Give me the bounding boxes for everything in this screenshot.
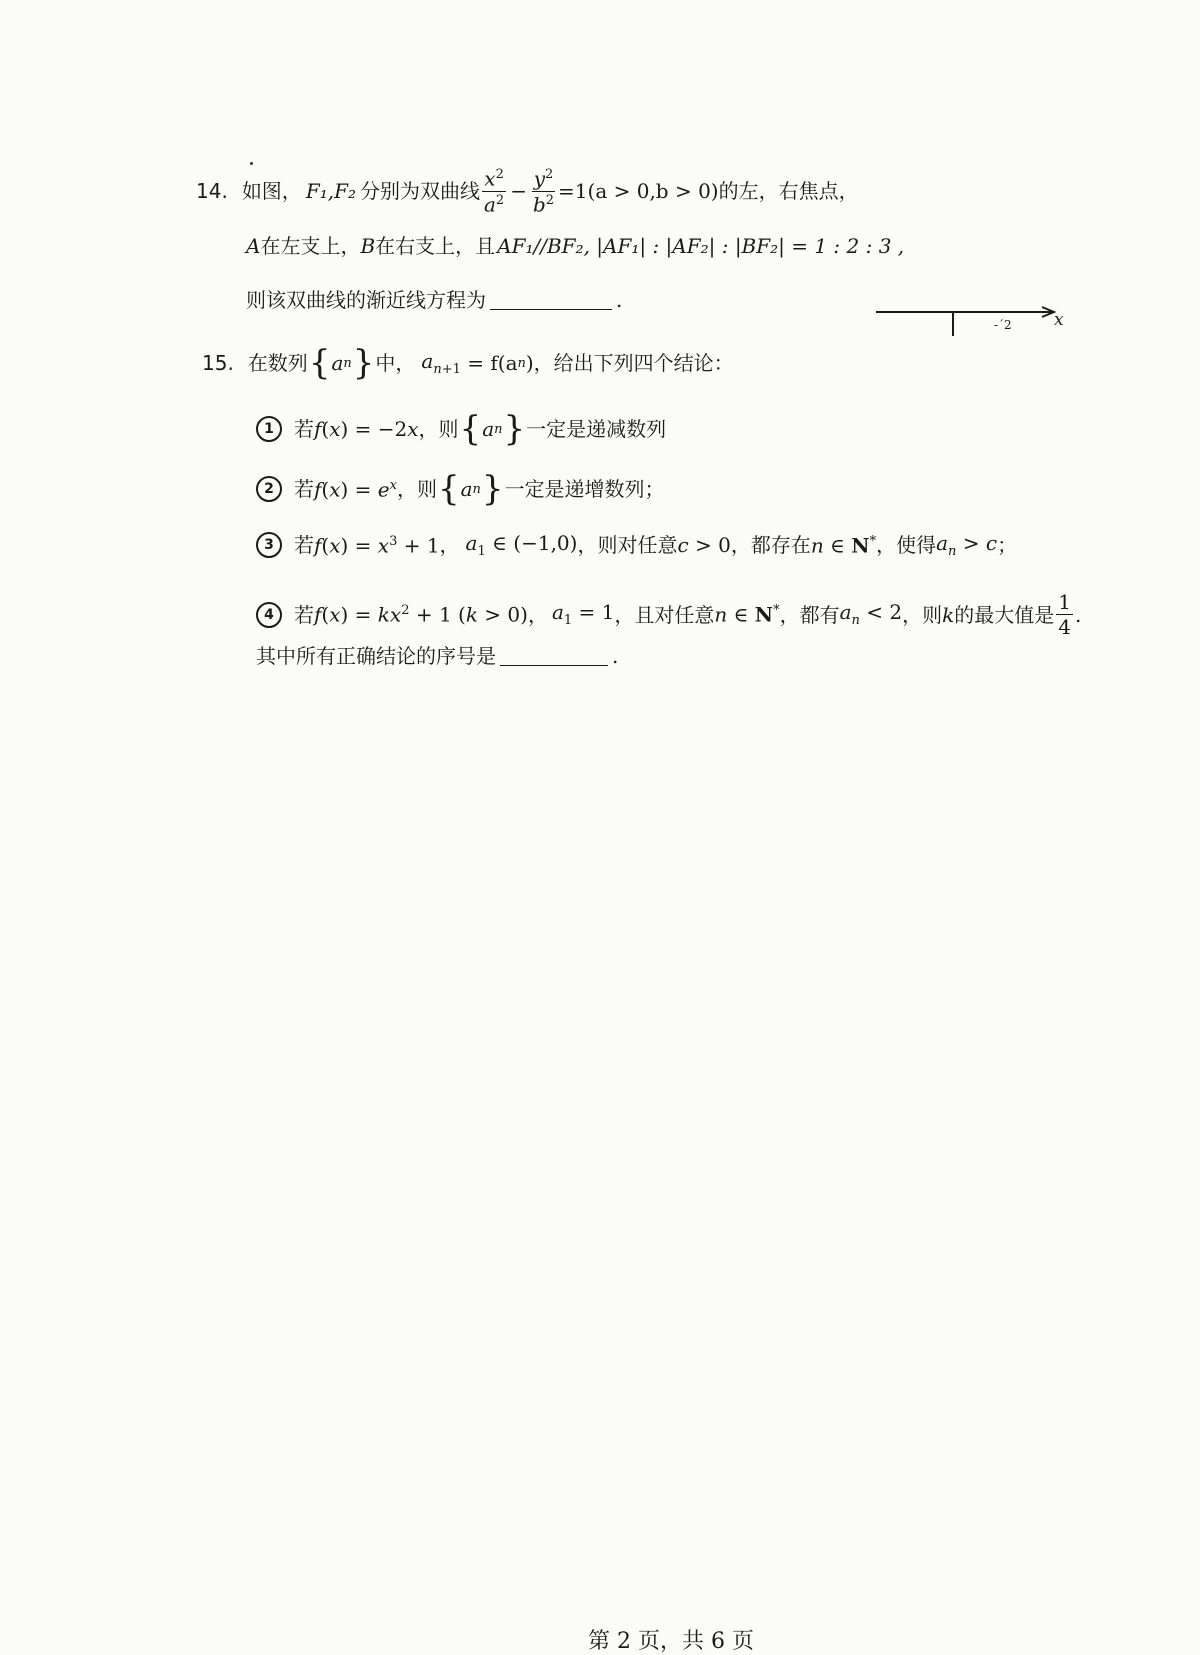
frac-y2-b2: $\frac{y^2}{b^2}$ [532,166,555,217]
q14-line-2 [246,236,904,256]
q14-line-1: 14. 如图， F₁,F₂ 分别为双曲线 $\frac{x^2}{a^2}$ − $\frac{y^2}{b^2}$ =1(a > 0,b > 0) 的左，右焦点， [196,166,859,217]
q14-condition: =1(a > 0,b > 0) [558,179,719,204]
item-2-marker: 2 [256,476,282,502]
q14-text-2: 在右支上，且 [375,234,496,258]
q15-line-intro: 15. 在数列 { a n } 中， $a_{n+1}$ = f(a n )，给出下列四个结论： [202,343,734,383]
item-3-text-e: ，使得 [876,533,937,557]
item-4-comma: ， [527,602,548,627]
q14-lead: 如图， [241,179,302,204]
q15-item-2: 2 若 $f(x) = e^x$ ，则 { a n } 一定是递增数列； [256,472,665,506]
q15-prompt: 其中所有正确结论的序号是 [256,644,496,668]
item-3-text-c: ，则对任意 [577,533,678,557]
item-4-text-e: ，则 [902,602,943,627]
item-3-if: 若 [294,533,314,557]
q15-outro [256,646,618,666]
item-4-text-f: 的最大值是 [954,602,1055,627]
q15-tail: )，给出下列四个结论： [525,351,734,375]
ink-speck [250,162,253,165]
figure-fragment [876,296,1076,346]
item-2-if: 若 [294,477,314,501]
q14-prompt: 则该双曲线的渐近线方程为 [246,288,486,312]
item-4-end: . [1074,602,1082,627]
item-2-then: ，则 [396,477,437,501]
q15-number: 15. [202,351,234,375]
item-3-text-d: ，都存在 [730,533,811,557]
q15-answer-blank [500,647,608,666]
q14-line-3 [246,290,622,310]
item-4-marker: 4 [256,602,282,628]
q14-text-1: 在左支上， [260,234,361,258]
focus-mark: -ˊ2 [994,318,1012,332]
item-1-marker: 1 [256,416,282,442]
item-4-text-d: ，都有 [779,602,840,627]
point-a-label: A [246,234,261,258]
frac-x2-a2: $\frac{x^2}{a^2}$ [483,166,505,217]
q15-item-4: 4 若 $f(x) = kx^2 + 1$ (k > 0) ， $a_1 = 1$ ，且对任意 n ∈ N* ，都有 $a_n < 2$ ，则 k 的最大值是 $\frac{1}{4}$ . [256,592,1081,637]
q14-foci: F₁,F₂ [305,179,356,204]
q14-mid: 分别为双曲线 [359,179,480,204]
item-3-marker: 3 [256,532,282,558]
q15-item-3: 3 若 $f(x) = x^3 + 1$ ， $a_1$ ∈ (−1,0) ，则对任意 c > 0 ，都存在 n ∈ N* ，使得 $a_n > c$ ； [256,532,1017,558]
item-2-conclusion: 一定是递增数列； [504,477,665,501]
q15-mid: 中， [375,351,416,375]
x-axis-fragment [876,296,1076,346]
q14-tail: 的左，右焦点， [718,179,859,204]
item-4-text-c: ，且对任意 [614,602,715,627]
frac-one-quarter: $\frac{1}{4}$ [1058,590,1071,639]
item-4-if: 若 [294,602,314,627]
x-axis-label: x [1054,310,1064,330]
q14-number: 14. [196,179,228,204]
q14-answer-blank [490,291,612,310]
q14-relation: AF₁//BF₂, |AF₁| : |AF₂| : |BF₂| = 1 : 2 : 3 , [497,234,905,258]
item-1-then: ，则 [418,417,459,441]
q15-item-1: 1 若 f(x) = −2x ，则 { a n } 一定是递减数列 [256,412,666,446]
item-3-end: ； [997,533,1018,557]
item-1-if: 若 [294,417,314,441]
item-3-comma: ， [439,533,460,557]
item-1-conclusion: 一定是递减数列 [526,417,667,441]
q15-end: . [612,644,619,668]
point-b-label: B [360,234,376,258]
q15-recurrence: = f(a [467,351,518,375]
page-footer: 第 2 页，共 6 页 [588,1629,754,1654]
q15-lead: 在数列 [247,351,308,375]
q14-end: . [616,288,623,312]
